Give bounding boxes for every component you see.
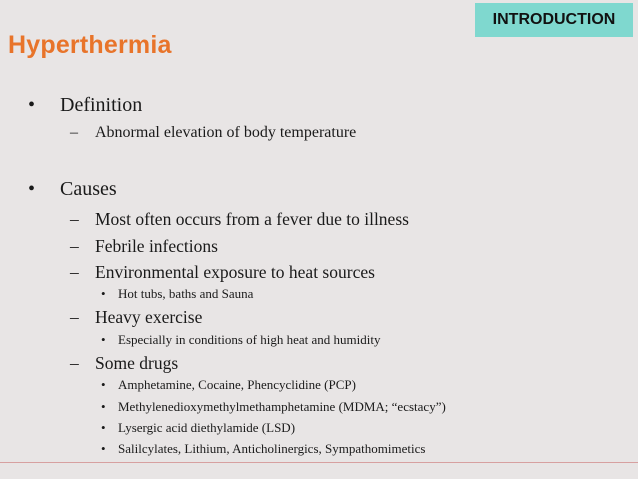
bullet-definition xyxy=(28,94,142,117)
dash-icon: – xyxy=(70,353,79,373)
sub-item-label: Most often occurs from a fever due to illness xyxy=(95,209,409,229)
bullet-icon: • xyxy=(101,441,106,456)
sub-item-label: Some drugs xyxy=(95,353,179,373)
detail-item xyxy=(101,420,295,436)
sub-item-label: Environmental exposure to heat sources xyxy=(95,262,375,282)
detail-item xyxy=(101,441,425,457)
sub-item-label: Abnormal elevation of body temperature xyxy=(95,124,357,141)
dash-icon: – xyxy=(70,262,79,282)
detail-item-label: Hot tubs, baths and Sauna xyxy=(118,286,254,301)
bullet-icon: • xyxy=(101,332,106,347)
slide-title: Hyperthermia xyxy=(8,31,172,59)
sub-item-cause xyxy=(70,209,409,230)
bullet-icon: • xyxy=(101,286,106,301)
footer-divider xyxy=(0,462,638,463)
dash-icon: – xyxy=(70,209,79,229)
dash-icon: – xyxy=(70,124,78,141)
sub-item-definition xyxy=(70,124,356,142)
detail-item xyxy=(101,286,253,302)
sub-item-label: Febrile infections xyxy=(95,236,218,256)
detail-item-label: Methylenedioxymethylmethamphetamine (MDMA; “ecstacy”) xyxy=(118,399,446,414)
sub-item-cause xyxy=(70,307,202,328)
detail-item-label: Amphetamine, Cocaine, Phencyclidine (PCP) xyxy=(118,377,356,392)
dash-icon: – xyxy=(70,236,79,256)
sub-item-cause xyxy=(70,353,178,374)
bullet-icon: • xyxy=(28,178,36,200)
bullet-label: Definition xyxy=(60,94,143,116)
detail-item-label: Lysergic acid diethylamide (LSD) xyxy=(118,420,296,435)
bullet-label: Causes xyxy=(60,178,117,200)
bullet-icon: • xyxy=(101,377,106,392)
sub-item-label: Heavy exercise xyxy=(95,307,203,327)
bullet-icon: • xyxy=(28,94,36,116)
detail-item-label: Especially in conditions of high heat and humidity xyxy=(118,332,381,347)
bullet-icon: • xyxy=(101,399,106,414)
sub-item-cause xyxy=(70,236,218,257)
detail-item xyxy=(101,332,380,348)
dash-icon: – xyxy=(70,307,79,327)
bullet-icon: • xyxy=(101,420,106,435)
detail-item xyxy=(101,377,356,393)
detail-item xyxy=(101,399,446,415)
detail-item-label: Salilcylates, Lithium, Anticholinergics, Sympathomimetics xyxy=(118,441,426,456)
section-tag: INTRODUCTION xyxy=(475,3,633,37)
bullet-causes xyxy=(28,178,117,201)
sub-item-cause xyxy=(70,262,375,283)
